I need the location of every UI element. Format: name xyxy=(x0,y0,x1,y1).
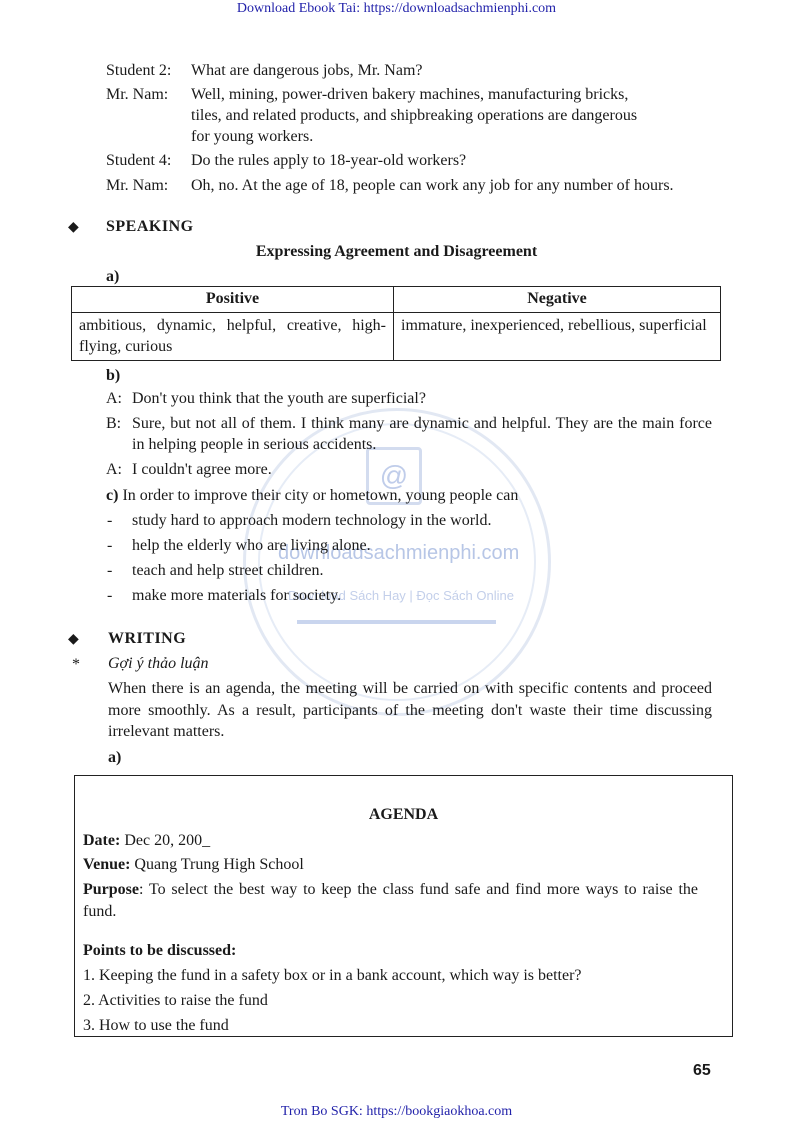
dialogue-line: tiles, and related products, and shipbreaking operations are dangerous xyxy=(191,107,638,124)
dialogue-speaker: Mr. Nam: xyxy=(106,86,169,103)
speaking-bullet-icon: ◆ xyxy=(68,220,79,235)
writing-bullet-icon: ◆ xyxy=(68,632,79,647)
agenda-title: AGENDA xyxy=(368,806,439,823)
list-item: study hard to approach modern technology in the world. xyxy=(132,512,492,529)
conversation-line: I couldn't agree more. xyxy=(132,461,272,478)
agenda-purpose: Purpose: To select the best way to keep the class fund safe and find more ways to raise the fund. xyxy=(83,881,698,920)
watermark-bar xyxy=(297,620,496,624)
book-at-icon: @ xyxy=(366,447,422,505)
agenda-points-label: Points to be discussed: xyxy=(83,942,237,959)
dialogue-speaker: Student 2: xyxy=(106,62,172,79)
star-icon: * xyxy=(72,656,80,673)
list-item: help the elderly who are living alone. xyxy=(132,537,371,554)
writing-label-a: a) xyxy=(108,749,122,766)
dialogue-line: for young workers. xyxy=(191,128,314,145)
hint-text: When there is an agenda, the meeting will be carried on with specific contents and proceed more smoothly. As a result, participants of the meeting don't waste their time discussing irrelevant matters. xyxy=(108,680,712,740)
agenda-date: Date: Dec 20, 200_ xyxy=(83,832,211,849)
agenda-venue: Venue: Quang Trung High School xyxy=(83,856,304,873)
top-download-banner: Download Ebook Tai: https://downloadsachmienphi.com xyxy=(236,1,557,16)
conversation-line: Sure, but not all of them. I think many are dynamic and helpful. They are the main force in helping people in serious accidents. xyxy=(132,415,712,453)
speaking-label-a: a) xyxy=(106,268,120,285)
dash-icon: - xyxy=(107,512,113,529)
dash-icon: - xyxy=(107,537,113,554)
agenda-point: 2. Activities to raise the fund xyxy=(83,992,268,1009)
conversation-line: Don't you think that the youth are superficial? xyxy=(132,390,426,407)
conversation-speaker: A: xyxy=(106,461,122,478)
adjectives-table xyxy=(71,286,721,361)
conversation-speaker: B: xyxy=(106,415,122,432)
table-header-negative: Negative xyxy=(394,287,721,313)
table-cell-positive: ambitious, dynamic, helpful, creative, high-flying, curious xyxy=(72,312,394,360)
dialogue-line: Do the rules apply to 18-year-old workers? xyxy=(191,152,467,169)
dash-icon: - xyxy=(107,562,113,579)
conversation-speaker: A: xyxy=(106,390,122,407)
list-item: teach and help street children. xyxy=(132,562,324,579)
watermark-tagline: Download Sách Hay | Đọc Sách Online xyxy=(288,588,514,603)
dialogue-line: Well, mining, power-driven bakery machines, manufacturing bricks, xyxy=(191,86,629,103)
list-item: make more materials for society. xyxy=(132,587,342,604)
dialogue-line: Oh, no. At the age of 18, people can work any job for any number of hours. xyxy=(191,177,674,194)
agenda-point: 1. Keeping the fund in a safety box or in a bank account, which way is better? xyxy=(83,967,582,984)
dialogue-speaker: Student 4: xyxy=(106,152,172,169)
dash-icon: - xyxy=(107,587,113,604)
dialogue-line: What are dangerous jobs, Mr. Nam? xyxy=(191,62,423,79)
c-intro: c) In order to improve their city or hometown, young people can xyxy=(106,487,519,504)
writing-heading: WRITING xyxy=(108,630,187,647)
table-header-positive: Positive xyxy=(72,287,394,313)
hint-title: Gợi ý thảo luận xyxy=(108,655,209,672)
speaking-subtitle: Expressing Agreement and Disagreement xyxy=(255,243,538,260)
table-cell-negative: immature, inexperienced, rebellious, superficial xyxy=(394,312,721,360)
dialogue-speaker: Mr. Nam: xyxy=(106,177,169,194)
bottom-download-banner: Tron Bo SGK: https://bookgiaokhoa.com xyxy=(280,1104,513,1119)
watermark-site: downloadsachmienphi.com xyxy=(278,542,520,564)
page-number: 65 xyxy=(693,1062,711,1079)
agenda-point: 3. How to use the fund xyxy=(83,1017,229,1034)
speaking-heading: SPEAKING xyxy=(106,218,194,235)
speaking-label-b: b) xyxy=(106,367,121,384)
